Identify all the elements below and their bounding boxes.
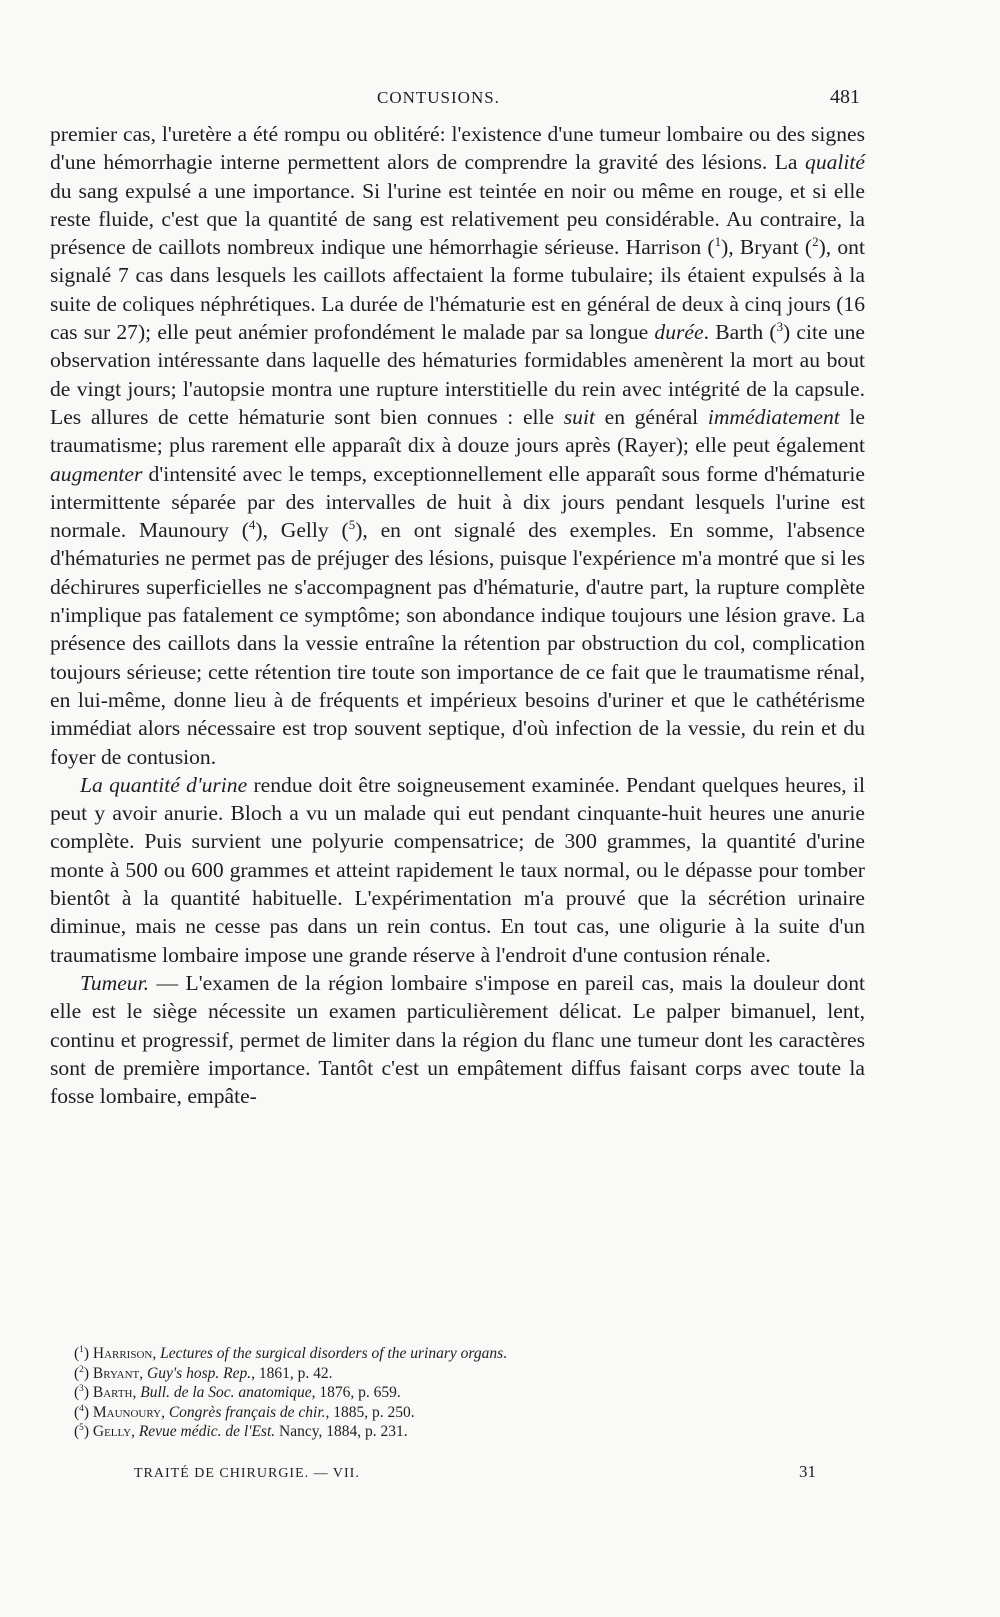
emphasis: augmenter (50, 461, 143, 486)
paragraph-hematurie (50, 120, 865, 771)
footnote-details: Nancy, 1884, p. 231. (275, 1423, 408, 1440)
text-run: du sang expulsé a une importance. Si l'urine est teintée en noir ou même en rouge, et si elle reste fluide, c'est que la quantité de sang est relativement peu considérable. Au contraire, la présence de caillots nombreux indique une hémorrhagie sérieuse. Harrison ( (50, 178, 865, 260)
emphasis: immédiatement (707, 404, 840, 429)
body-text (50, 120, 865, 1110)
text-run: — L'examen de la région lombaire s'impose en pareil cas, mais la douleur dont elle est le siège nécessite un examen particulièrement délicat. Le palper bimanuel, lent, continu et progressif, permet de limiter dans la région du flanc une tumeur dont les caractères sont de première importance. Tantôt c'est un empâtement diffus faisant corps avec toute la fosse lombaire, empâte- (50, 970, 865, 1109)
footnote-number: 2 (79, 1364, 84, 1375)
signature-mark: 31 (799, 1462, 816, 1481)
footnote-number: 3 (79, 1383, 84, 1394)
footnote: ($^4$) Maunoury, Congrès français de chir., 1885, p. 250. (74, 1403, 415, 1421)
footnote: ($^2$) Bryant, Guy's hosp. Rep., 1861, p. 42. (74, 1364, 333, 1382)
footnote-details: . (503, 1345, 507, 1362)
footnote-number: 5 (79, 1422, 84, 1433)
text-run: ), en ont signalé des exemples. En somme, l'absence d'hématuries ne permet pas de préjuger des lésions, puisque l'expérience m'a montré que si les déchirures superficielles ne s'accompagnent pas d'hématurie, d'autre part, la rupture complète n'implique pas fatalement ce symptôme; son abondance indique toujours une lésion grave. La présence des caillots dans la vessie entraîne la rétention par obstruction du col, complication toujours sérieuse; cette rétention tire toute son importance de ce fait que le traumatisme rénal, en lui-même, donne lieu à de fréquents et impérieux besoins d'uriner et que le cathétérisme immédiat alors nécessaire est trop souvent septique, d'où infection de la vessie, du rein et du foyer de contusion. (50, 518, 865, 769)
emphasis: durée (654, 320, 704, 345)
footnote-details: , 1861, p. 42. (251, 1364, 333, 1382)
footnote-work: Revue médic. de l'Est. (138, 1423, 276, 1440)
text-run: ), Bryant ( (721, 235, 813, 260)
footnote-details: , 1876, p. 659. (311, 1384, 401, 1401)
footnote: ($^1$) Harrison, Lectures of the surgical disorders of the urinary organs. (74, 1344, 507, 1362)
page-number: 481 (830, 86, 860, 108)
emphasis: suit (563, 404, 595, 429)
text-run: ) cite une observation intéressante dans laquelle des hématuries formidables amenèrent la mort au bout de vingt jours; l'autopsie montra une rupture interstitielle du rein avec intégrité de la capsule. Les allures de cette hématurie sont bien connues : elle (50, 320, 865, 429)
emphasis: Tumeur. (80, 970, 149, 995)
text-run: . Barth ( (703, 320, 777, 345)
footnote-number: 1 (79, 1344, 84, 1355)
footnote-author: Harrison (92, 1345, 153, 1362)
footnote: ($^5$) Gelly, Revue médic. de l'Est. Nancy, 1884, p. 231. (74, 1422, 408, 1440)
text-run: ), Gelly ( (255, 518, 349, 543)
footnote-ref: 2 (812, 234, 819, 249)
footnote: ($^3$) Barth, Bull. de la Soc. anatomique, 1876, p. 659. (74, 1383, 401, 1401)
footnote-number: 4 (79, 1403, 84, 1414)
footnote-work: Bull. de la Soc. anatomique (140, 1384, 312, 1401)
emphasis: La quantité d'urine (80, 772, 248, 797)
text-run: d'intensité avec le temps, exceptionnellement elle apparaît sous forme d'hématurie intermittente séparée par des intervalles de huit à dix jours pendant lesquels l'urine est normale. Maunoury ( (50, 461, 865, 543)
footnote-work: Congrès français de chir. (168, 1403, 326, 1421)
text-run: premier cas, l'uretère a été rompu ou oblitéré: l'existence d'une tumeur lombaire ou des signes d'une hémorrhagie interne permettent alors de comprendre la gravité des lésions. La (50, 122, 865, 175)
text-run: rendue doit être soigneusement examinée. Pendant quelques heures, il peut y avoir anurie. Bloch a vu un malade qui eut pendant cinquante-huit heures une anurie complète. Puis survient une polyurie compensatrice; de 300 grammes, la quantité d'urine monte à 500 ou 600 grammes et atteint rapidement le taux normal, ou le dépasse pour tomber bientôt à la quantité habituelle. L'expérimentation m'a prouvé que la sécrétion urinaire diminue, mais ne cesse pas dans un rein contus. En tout cas, une oligurie à la suite d'un traumatisme lombaire impose une grande réserve à l'endroit d'une contusion rénale. (50, 772, 865, 967)
book-title: TRAITÉ DE CHIRURGIE. — VII. (134, 1466, 360, 1481)
footnote-author: Gelly (92, 1423, 132, 1440)
footnote-work: Guy's hosp. Rep. (147, 1364, 252, 1382)
footnote-ref: 3 (776, 318, 784, 334)
footnote-details: , 1885, p. 250. (325, 1403, 415, 1421)
footnotes (74, 1344, 834, 1442)
footnote-author: Bryant (92, 1364, 140, 1382)
footnote-author: Barth (92, 1384, 133, 1401)
footnote-author: Maunoury (92, 1403, 162, 1421)
text-run: le traumatisme; plus rarement elle apparaît dix à douze jours après (Rayer); elle peut également (50, 404, 865, 458)
emphasis: qualité (805, 150, 865, 175)
text-run: en général (594, 404, 708, 429)
text-run: ), ont signalé 7 cas dans lesquels les caillots affectaient la forme tubulaire; ils étaient expulsés à la suite de coliques néphrétiques. La durée de l'hématurie est en général de deux à cinq jours (16 cas sur 27); elle peut anémier profondément le malade par sa longue (50, 235, 865, 345)
paragraph-tumeur (50, 969, 865, 1110)
paragraph-quantite-urine (50, 771, 865, 969)
footnote-work: Lectures of the surgical disorders of the urinary organs (160, 1345, 504, 1362)
footnote-ref: 4 (248, 516, 256, 532)
footnote-ref: 1 (714, 234, 722, 249)
running-title: CONTUSIONS. (377, 88, 500, 107)
footnote-ref: 5 (348, 516, 356, 532)
